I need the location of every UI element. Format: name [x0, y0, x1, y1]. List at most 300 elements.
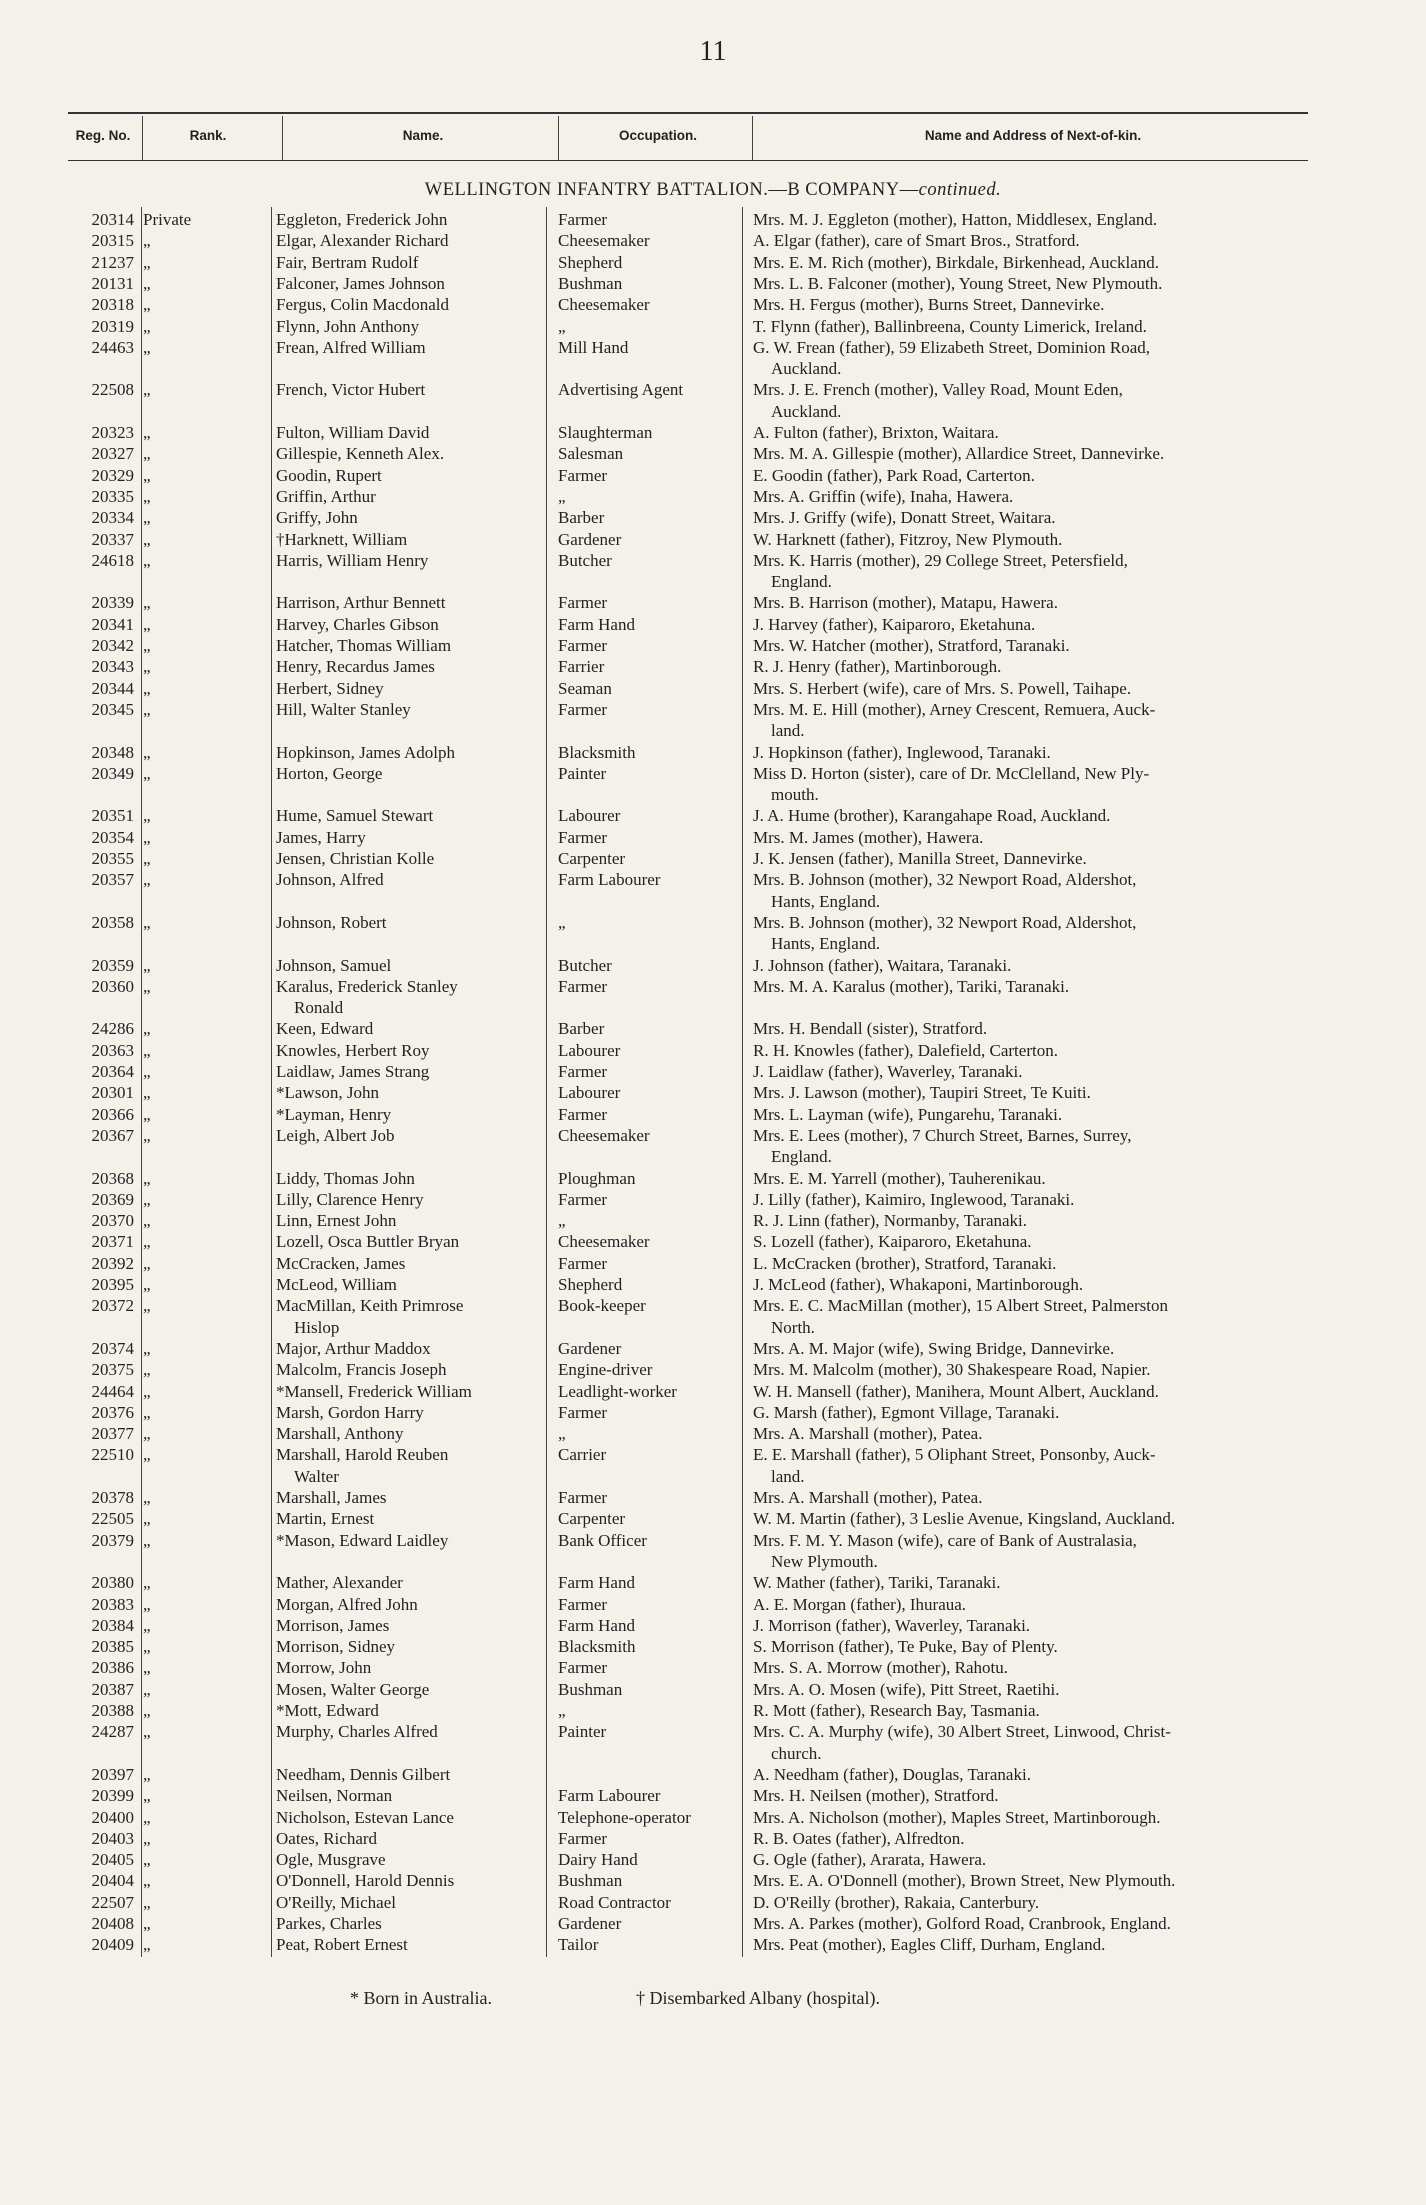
occupation: Advertising Agent: [558, 380, 684, 400]
soldier-name-text: Liddy, Thomas John: [276, 1168, 415, 1188]
rank: „: [143, 1807, 151, 1827]
next-of-kin: [753, 379, 1315, 422]
next-of-kin-text: Mrs. E. M. Yarrell (mother), Tauherenikau.: [753, 1168, 1046, 1188]
soldier-name: [276, 1870, 536, 1891]
next-of-kin: [753, 1125, 1315, 1168]
next-of-kin: [753, 443, 1315, 464]
next-of-kin-continued: New Plymouth.: [771, 1551, 878, 1571]
occupation: Painter: [558, 763, 607, 783]
occupation: Farmer: [558, 1104, 608, 1124]
next-of-kin-text: Mrs. F. M. Y. Mason (wife), care of Bank of Australasia,: [753, 1530, 1137, 1550]
col-divider: [546, 207, 547, 1957]
footnote-born-australia: * Born in Australia.: [350, 1988, 492, 2008]
rank: „: [143, 273, 151, 293]
rank: „: [143, 1125, 151, 1145]
reg-number: 20369: [91, 1189, 134, 1209]
soldier-name-text: Marsh, Gordon Harry: [276, 1402, 424, 1422]
occupation: Engine-driver: [558, 1360, 653, 1380]
soldier-name: [276, 230, 536, 251]
next-of-kin-text: J. Laidlaw (father), Waverley, Taranaki.: [753, 1062, 1023, 1081]
soldier-name: [276, 678, 536, 699]
soldier-name-text: Frean, Alfred William: [276, 337, 426, 357]
soldier-name: [276, 763, 536, 784]
occupation: Gardener: [558, 1338, 622, 1358]
rank: „: [143, 1211, 151, 1231]
next-of-kin-text: Mrs. K. Harris (mother), 29 College Street, Petersfield,: [753, 550, 1128, 570]
occupation: Farmer: [558, 210, 608, 229]
next-of-kin: [753, 294, 1315, 315]
reg-number: 20360: [91, 976, 134, 996]
soldier-name-text: Johnson, Alfred: [276, 870, 384, 890]
soldier-name: [276, 1253, 536, 1274]
occupation: Farmer: [558, 827, 608, 847]
reg-number: 20339: [91, 593, 134, 613]
reg-number: 20367: [91, 1125, 134, 1145]
rank: „: [143, 1083, 151, 1103]
footnote-disembarked-albany: † Disembarked Albany (hospital).: [636, 1988, 880, 2008]
soldier-name-text: Morrison, Sidney: [276, 1637, 395, 1657]
reg-number: 20364: [91, 1062, 134, 1081]
next-of-kin: [753, 1423, 1315, 1444]
soldier-name: [276, 848, 536, 869]
rank: „: [143, 1530, 151, 1550]
reg-number: 20399: [91, 1786, 134, 1806]
next-of-kin-text: Mrs. W. Hatcher (mother), Stratford, Taranaki.: [753, 636, 1070, 655]
soldier-name-text: Hopkinson, James Adolph: [276, 742, 455, 762]
rank: „: [143, 1019, 151, 1039]
next-of-kin: [753, 614, 1315, 635]
next-of-kin-text: W. M. Martin (father), 3 Leslie Avenue, Kingsland, Auckland.: [753, 1509, 1176, 1529]
soldier-name-text: Linn, Ernest John: [276, 1211, 397, 1231]
next-of-kin: [753, 1295, 1315, 1338]
soldier-name: [276, 699, 536, 720]
occupation: Butcher: [558, 550, 612, 570]
rank: „: [143, 806, 151, 826]
next-of-kin: [753, 1849, 1315, 1870]
rank: „: [143, 550, 151, 570]
soldier-name: [276, 805, 536, 826]
soldier-name-text: Falconer, James Johnson: [276, 273, 445, 293]
next-of-kin-text: D. O'Reilly (brother), Rakaia, Canterbury.: [753, 1892, 1040, 1912]
reg-number: 20345: [91, 699, 134, 719]
rank: „: [143, 337, 151, 357]
next-of-kin: [753, 486, 1315, 507]
soldier-name-text: Hatcher, Thomas William: [276, 636, 452, 655]
col-divider: [282, 116, 283, 160]
reg-number: 20384: [91, 1615, 134, 1635]
occupation: Dairy Hand: [558, 1850, 638, 1870]
soldier-name-text: Morgan, Alfred John: [276, 1594, 418, 1614]
next-of-kin: [753, 763, 1315, 806]
occupation: Farmer: [558, 1253, 608, 1273]
rank: „: [143, 1871, 151, 1891]
next-of-kin: [753, 1359, 1315, 1380]
next-of-kin: [753, 252, 1315, 273]
soldier-name: [276, 294, 536, 315]
soldier-name: [276, 1210, 536, 1231]
soldier-name: [276, 1636, 536, 1657]
occupation: Salesman: [558, 444, 624, 464]
next-of-kin-text: Mrs. J. Griffy (wife), Donatt Street, Waitara.: [753, 508, 1056, 528]
next-of-kin: [753, 230, 1315, 251]
soldier-name: [276, 1444, 536, 1487]
column-headers: [68, 114, 1308, 160]
rank: „: [143, 593, 151, 613]
col-divider: [558, 116, 559, 160]
occupation: Farmer: [558, 976, 608, 996]
soldier-name-text: James, Harry: [276, 827, 366, 847]
occupation: Farmer: [558, 699, 608, 719]
occupation: Farm Labourer: [558, 1786, 661, 1806]
soldier-name-text: Goodin, Rupert: [276, 465, 382, 485]
soldier-name-text: Morrow, John: [276, 1658, 372, 1678]
soldier-name: [276, 1402, 536, 1423]
reg-number: 20315: [91, 231, 134, 251]
reg-number: 20376: [91, 1402, 134, 1422]
next-of-kin-text: Mrs. H. Fergus (mother), Burns Street, Dannevirke.: [753, 295, 1105, 315]
next-of-kin: [753, 1061, 1315, 1082]
next-of-kin-continued: Auckland.: [771, 401, 842, 421]
occupation: Seaman: [558, 678, 612, 698]
rank: „: [143, 465, 151, 485]
occupation: Book-keeper: [558, 1296, 646, 1316]
col-divider: [752, 116, 753, 160]
occupation: „: [558, 316, 566, 336]
occupation: Shepherd: [558, 252, 623, 272]
next-of-kin: [753, 1700, 1315, 1721]
next-of-kin: [753, 1679, 1315, 1700]
next-of-kin-text: J. Hopkinson (father), Inglewood, Taranaki.: [753, 742, 1051, 762]
occupation: Bushman: [558, 1871, 623, 1891]
occupation: Farmer: [558, 636, 608, 655]
reg-number: 22507: [91, 1892, 134, 1912]
soldier-name-text: *Layman, Henry: [276, 1104, 392, 1124]
next-of-kin: [753, 955, 1315, 976]
next-of-kin-text: J. McLeod (father), Whakaponi, Martinborough.: [753, 1275, 1084, 1294]
occupation: Gardener: [558, 1914, 622, 1933]
soldier-name-text: *Mansell, Frederick William: [276, 1381, 472, 1401]
rank: „: [143, 1488, 151, 1507]
soldier-name: [276, 252, 536, 273]
next-of-kin-text: Mrs. B. Harrison (mother), Matapu, Hawera.: [753, 593, 1058, 613]
col-divider: [142, 116, 143, 160]
next-of-kin: [753, 656, 1315, 677]
soldier-name-text: Hill, Walter Stanley: [276, 699, 411, 719]
next-of-kin-text: Mrs. B. Johnson (mother), 32 Newport Road, Aldershot,: [753, 912, 1137, 932]
occupation: Mill Hand: [558, 337, 629, 357]
next-of-kin: [753, 1572, 1315, 1593]
soldier-name: [276, 1104, 536, 1125]
occupation: Farmer: [558, 1828, 608, 1848]
next-of-kin: [753, 1189, 1315, 1210]
soldier-name-text: Harrison, Arthur Bennett: [276, 593, 446, 613]
reg-number: 20386: [91, 1658, 134, 1678]
occupation: Painter: [558, 1722, 607, 1742]
reg-number: 20374: [91, 1338, 134, 1358]
next-of-kin-text: Mrs. E. A. O'Donnell (mother), Brown Street, New Plymouth.: [753, 1871, 1176, 1891]
occupation: Slaughterman: [558, 423, 653, 442]
rank: „: [143, 699, 151, 719]
soldier-name: [276, 1189, 536, 1210]
reg-number: 21237: [91, 252, 134, 272]
soldier-name-text: Marshall, James: [276, 1488, 387, 1507]
next-of-kin-text: Mrs. J. Lawson (mother), Taupiri Street, Te Kuiti.: [753, 1083, 1091, 1103]
occupation: Gardener: [558, 529, 622, 549]
soldier-name-text: Hume, Samuel Stewart: [276, 806, 434, 826]
soldier-name-text: Laidlaw, James Strang: [276, 1062, 430, 1081]
occupation: Blacksmith: [558, 1637, 636, 1657]
soldier-name-text: MacMillan, Keith Primrose: [276, 1296, 464, 1316]
rank: „: [143, 636, 151, 655]
occupation: Leadlight-worker: [558, 1381, 677, 1401]
next-of-kin-text: Mrs. L. Layman (wife), Pungarehu, Taranaki.: [753, 1104, 1063, 1124]
next-of-kin-text: A. Fulton (father), Brixton, Waitara.: [753, 423, 999, 442]
soldier-name-text: Mosen, Walter George: [276, 1679, 430, 1699]
col-divider: [742, 207, 743, 1957]
rank: „: [143, 380, 151, 400]
next-of-kin-text: Mrs. A. Griffin (wife), Inaha, Hawera.: [753, 486, 1014, 506]
soldier-name: [276, 1359, 536, 1380]
soldier-name: [276, 1934, 536, 1955]
rank: „: [143, 1253, 151, 1273]
next-of-kin: [753, 805, 1315, 826]
soldier-name-text: Herbert, Sidney: [276, 678, 384, 698]
next-of-kin: [753, 1274, 1315, 1295]
next-of-kin-text: Mrs. C. A. Murphy (wife), 30 Albert Street, Linwood, Christ-: [753, 1722, 1171, 1742]
occupation: Carpenter: [558, 849, 626, 868]
next-of-kin: [753, 1444, 1315, 1487]
soldier-name: [276, 1807, 536, 1828]
rank: „: [143, 1701, 151, 1720]
next-of-kin-text: Mrs. A. M. Major (wife), Swing Bridge, Dannevirke.: [753, 1338, 1115, 1358]
next-of-kin: [753, 1828, 1315, 1849]
rank: „: [143, 1850, 151, 1870]
next-of-kin-text: Mrs. S. A. Morrow (mother), Rahotu.: [753, 1658, 1008, 1678]
next-of-kin-text: R. H. Knowles (father), Dalefield, Carterton.: [753, 1040, 1058, 1060]
next-of-kin: [753, 1210, 1315, 1231]
next-of-kin: [753, 1018, 1315, 1039]
soldier-name: [276, 316, 536, 337]
soldier-name: [276, 976, 536, 1019]
soldier-name: [276, 912, 536, 933]
next-of-kin-continued: mouth.: [771, 785, 819, 805]
next-of-kin-text: Mrs. A. Nicholson (mother), Maples Street, Martinborough.: [753, 1807, 1161, 1827]
rank: „: [143, 316, 151, 336]
soldier-name: [276, 1828, 536, 1849]
occupation: Barber: [558, 508, 605, 528]
reg-number: 24287: [91, 1722, 134, 1742]
next-of-kin-continued: land.: [771, 1466, 805, 1486]
soldier-name-continued: Hislop: [294, 1317, 340, 1337]
rank: „: [143, 1637, 151, 1657]
occupation: Farm Hand: [558, 614, 635, 634]
reg-number: 20335: [91, 486, 134, 506]
next-of-kin-text: Mrs. M. J. Eggleton (mother), Hatton, Middlesex, England.: [753, 210, 1158, 229]
soldier-name: [276, 443, 536, 464]
soldier-name-text: Marshall, Harold Reuben: [276, 1445, 449, 1465]
soldier-name-text: Neilsen, Norman: [276, 1786, 393, 1806]
soldier-name: [276, 1764, 536, 1785]
soldier-name-text: Jensen, Christian Kolle: [276, 849, 435, 868]
reg-number: 20354: [91, 827, 134, 847]
occupation: Farmer: [558, 593, 608, 613]
rank: „: [143, 1786, 151, 1806]
next-of-kin-continued: England.: [771, 1147, 832, 1167]
occupation: Farm Labourer: [558, 870, 661, 890]
rank: „: [143, 1935, 151, 1955]
soldier-name-text: Johnson, Robert: [276, 912, 387, 932]
soldier-name: [276, 1594, 536, 1615]
rank: „: [143, 955, 151, 975]
rank: „: [143, 912, 151, 932]
reg-number: 20323: [91, 423, 134, 442]
occupation: Farmer: [558, 1658, 608, 1678]
col-divider: [141, 207, 142, 1957]
occupation: Farm Hand: [558, 1615, 635, 1635]
soldier-name: [276, 273, 536, 294]
reg-number: 20343: [91, 657, 134, 677]
reg-number: 20329: [91, 465, 134, 485]
soldier-name-text: Horton, George: [276, 763, 383, 783]
occupation: „: [558, 1701, 566, 1720]
next-of-kin-text: Mrs. L. B. Falconer (mother), Young Street, New Plymouth.: [753, 273, 1163, 293]
rank: „: [143, 1296, 151, 1316]
soldier-name-text: Murphy, Charles Alfred: [276, 1722, 438, 1742]
reg-number: 20392: [91, 1253, 134, 1273]
next-of-kin-text: S. Lozell (father), Kaiparoro, Eketahuna.: [753, 1232, 1032, 1252]
reg-number: 22508: [91, 380, 134, 400]
soldier-name-text: Lozell, Osca Buttler Bryan: [276, 1232, 460, 1252]
next-of-kin-text: Mrs. M. A. Gillespie (mother), Allardice Street, Dannevirke.: [753, 444, 1165, 464]
next-of-kin: [753, 529, 1315, 550]
next-of-kin: [753, 1487, 1315, 1508]
reg-number: 20375: [91, 1360, 134, 1380]
next-of-kin: [753, 209, 1315, 230]
next-of-kin: [753, 827, 1315, 848]
reg-number: 20359: [91, 955, 134, 975]
occupation: Road Contractor: [558, 1892, 671, 1912]
occupation: „: [558, 1211, 566, 1231]
reg-number: 20344: [91, 678, 134, 698]
occupation: Bushman: [558, 273, 623, 293]
soldier-name-text: Malcolm, Francis Joseph: [276, 1360, 447, 1380]
soldier-name: [276, 209, 536, 230]
section-title: [0, 180, 1426, 201]
occupation: Cheesemaker: [558, 231, 650, 251]
reg-number: 20334: [91, 508, 134, 528]
soldier-name-text: Ogle, Musgrave: [276, 1850, 386, 1870]
soldier-name-text: Knowles, Herbert Roy: [276, 1040, 430, 1060]
next-of-kin-text: J. Morrison (father), Waverley, Taranaki.: [753, 1615, 1031, 1635]
soldier-name: [276, 614, 536, 635]
occupation: Labourer: [558, 1040, 621, 1060]
next-of-kin-continued: North.: [771, 1317, 815, 1337]
soldier-name: [276, 486, 536, 507]
soldier-name: [276, 1381, 536, 1402]
soldier-name: [276, 1018, 536, 1039]
occupation: Labourer: [558, 1083, 621, 1103]
reg-number: 20301: [91, 1083, 134, 1103]
next-of-kin: [753, 1913, 1315, 1934]
reg-number: 20349: [91, 763, 134, 783]
next-of-kin: [753, 550, 1315, 593]
next-of-kin-text: A. Elgar (father), care of Smart Bros., Stratford.: [753, 231, 1080, 251]
soldier-name: [276, 1061, 536, 1082]
rank: „: [143, 1828, 151, 1848]
next-of-kin: [753, 848, 1315, 869]
soldier-name: [276, 1700, 536, 1721]
soldier-name-text: Flynn, John Anthony: [276, 316, 420, 336]
occupation: „: [558, 912, 566, 932]
reg-number: 20380: [91, 1573, 134, 1593]
next-of-kin: [753, 1636, 1315, 1657]
reg-number: 20370: [91, 1211, 134, 1231]
next-of-kin: [753, 1168, 1315, 1189]
reg-number: 20379: [91, 1530, 134, 1550]
occupation: Bushman: [558, 1679, 623, 1699]
occupation: Ploughman: [558, 1168, 636, 1188]
rank: „: [143, 1679, 151, 1699]
reg-number: 20358: [91, 912, 134, 932]
reg-number: 20371: [91, 1232, 134, 1252]
rank: „: [143, 1722, 151, 1742]
occupation: Cheesemaker: [558, 1232, 650, 1252]
reg-number: 20355: [91, 849, 134, 868]
soldier-name: [276, 1530, 536, 1551]
next-of-kin: [753, 869, 1315, 912]
next-of-kin: [753, 1338, 1315, 1359]
col-header-next-of-kin: Name and Address of Next-of-kin.: [924, 128, 1142, 143]
soldier-name: [276, 1274, 536, 1295]
rank: „: [143, 1232, 151, 1252]
occupation: Labourer: [558, 806, 621, 826]
rank: „: [143, 252, 151, 272]
soldier-name: [276, 742, 536, 763]
soldier-name-text: *Lawson, John: [276, 1083, 379, 1103]
next-of-kin: [753, 316, 1315, 337]
col-header-reg: Reg. No.: [75, 128, 131, 143]
soldier-name-text: O'Donnell, Harold Dennis: [276, 1871, 455, 1891]
next-of-kin-text: Mrs. S. Herbert (wife), care of Mrs. S. Powell, Taihape.: [753, 678, 1132, 698]
soldier-name-text: Karalus, Frederick Stanley: [276, 976, 458, 996]
soldier-name: [276, 465, 536, 486]
next-of-kin-text: W. Harknett (father), Fitzroy, New Plymouth.: [753, 529, 1063, 549]
next-of-kin: [753, 699, 1315, 742]
next-of-kin-text: Mrs. J. E. French (mother), Valley Road, Mount Eden,: [753, 380, 1123, 400]
occupation: Farmer: [558, 1488, 608, 1507]
rank: „: [143, 1615, 151, 1635]
next-of-kin: [753, 422, 1315, 443]
reg-number: 20337: [91, 529, 134, 549]
next-of-kin-text: Mrs. M. James (mother), Hawera.: [753, 827, 984, 847]
next-of-kin-text: G. Marsh (father), Egmont Village, Taranaki.: [753, 1402, 1060, 1422]
occupation: Butcher: [558, 955, 612, 975]
occupation: Farmer: [558, 1402, 608, 1422]
soldier-name: [276, 827, 536, 848]
soldier-name-text: French, Victor Hubert: [276, 380, 426, 400]
reg-number: 24286: [91, 1019, 134, 1039]
next-of-kin: [753, 1231, 1315, 1252]
rank: „: [143, 827, 151, 847]
soldier-name-text: Marshall, Anthony: [276, 1424, 404, 1444]
soldier-name: [276, 869, 536, 890]
reg-number: 20405: [91, 1850, 134, 1870]
next-of-kin: [753, 1402, 1315, 1423]
soldier-name-text: McLeod, William: [276, 1275, 397, 1294]
soldier-name-text: Oates, Richard: [276, 1828, 378, 1848]
soldier-name: [276, 1082, 536, 1103]
reg-number: 20408: [91, 1914, 134, 1933]
